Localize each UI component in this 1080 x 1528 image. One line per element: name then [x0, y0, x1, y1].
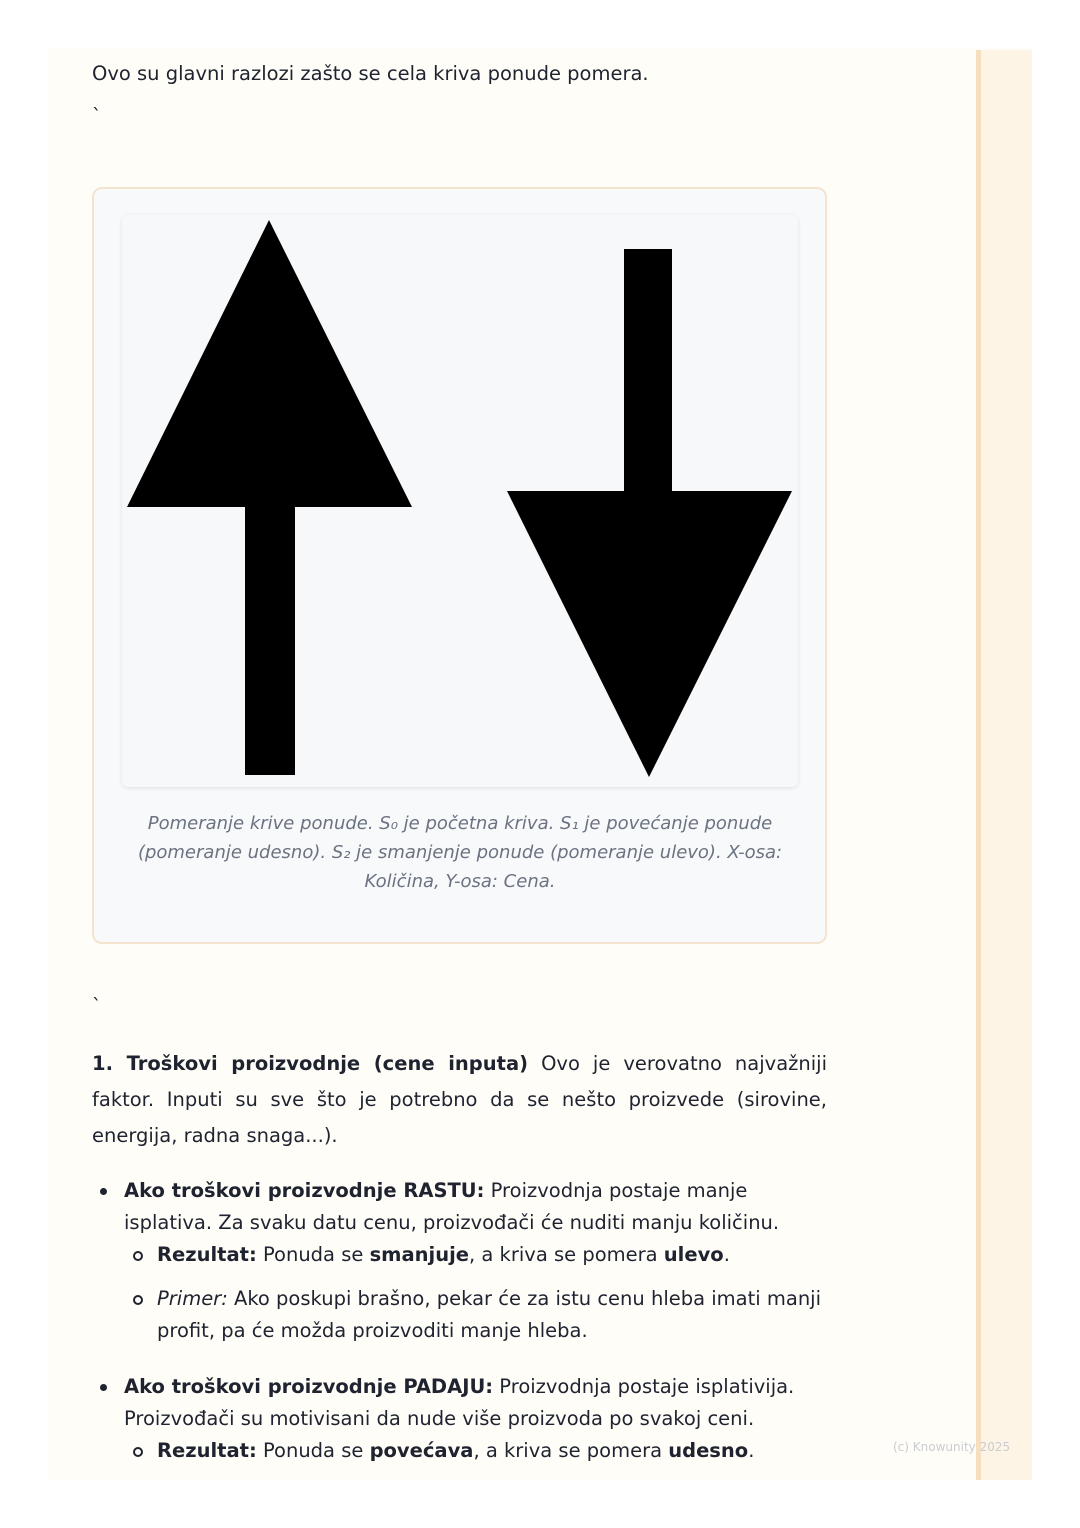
bullet-lead: Ako troškovi proizvodnje PADAJU: — [124, 1375, 494, 1398]
backtick-mark: ` — [92, 105, 102, 127]
result-text: . — [748, 1439, 755, 1462]
result-label: Rezultat: — [157, 1439, 257, 1462]
intro-paragraph: Ovo su glavni razlozi zašto se cela kriva ponude pomera. — [92, 62, 649, 85]
list-item — [124, 1435, 827, 1467]
figure-image — [122, 215, 798, 787]
result-emph: ulevo — [663, 1243, 724, 1266]
sub-list — [124, 1239, 827, 1347]
arrow-down-icon — [507, 249, 792, 777]
result-emph: udesno — [668, 1439, 749, 1462]
bullet-list-1 — [92, 1175, 827, 1347]
result-text: Ponuda se — [256, 1243, 370, 1266]
figure-container — [92, 187, 827, 944]
arrows-illustration — [122, 215, 798, 787]
example-text: Ako poskupi brašno, pekar će za istu cenu hleba imati manji profit, pa će možda proizvoditi manje hleba. — [157, 1287, 822, 1342]
list-item — [124, 1239, 827, 1271]
bullet-text: Proizvodnja postaje isplativija. Proizvođači su motivisani da nude više proizvoda po svakoj ceni. — [124, 1375, 795, 1430]
section-paragraph — [92, 1046, 827, 1154]
list-item — [92, 1175, 827, 1347]
section-title: 1. Troškovi proizvodnje (cene inputa) — [92, 1052, 529, 1075]
arrow-up-icon — [127, 220, 412, 775]
list-item — [92, 1371, 827, 1467]
list-item — [124, 1283, 827, 1347]
example-label: Primer: — [157, 1287, 228, 1310]
result-text: Ponuda se — [256, 1439, 370, 1462]
backtick-mark-2: ` — [92, 995, 102, 1017]
sub-list — [124, 1435, 827, 1467]
result-text: . — [723, 1243, 730, 1266]
bullet-text: Proizvodnja postaje manje isplativa. Za svaku datu cenu, proizvođači će nuditi manju količinu. — [124, 1179, 780, 1234]
result-emph: smanjuje — [369, 1243, 470, 1266]
result-text: , a kriva se pomera — [473, 1439, 669, 1462]
result-text: , a kriva se pomera — [469, 1243, 664, 1266]
bullet-lead: Ako troškovi proizvodnje RASTU: — [124, 1179, 485, 1202]
figure-caption: Pomeranje krive ponude. S₀ je početna kriva. S₁ je povećanje ponude (pomeranje udesno). S₂ je smanjenje ponude (pomeranje ulevo). X-osa: Količina, Y-osa: Cena. — [137, 813, 783, 892]
intro-block — [92, 50, 827, 126]
result-label: Rezultat: — [157, 1243, 257, 1266]
result-emph: povećava — [369, 1439, 474, 1462]
bullet-list-2 — [92, 1371, 827, 1467]
watermark: (c) Knowunity 2025 — [893, 1440, 1011, 1454]
section-text: Ovo je verovatno najvažniji faktor. Inputi su sve što je potrebno da se nešto proizvede (sirovine, energija, radna snaga...). — [92, 1052, 827, 1147]
page-margin-strip — [976, 50, 1032, 1480]
